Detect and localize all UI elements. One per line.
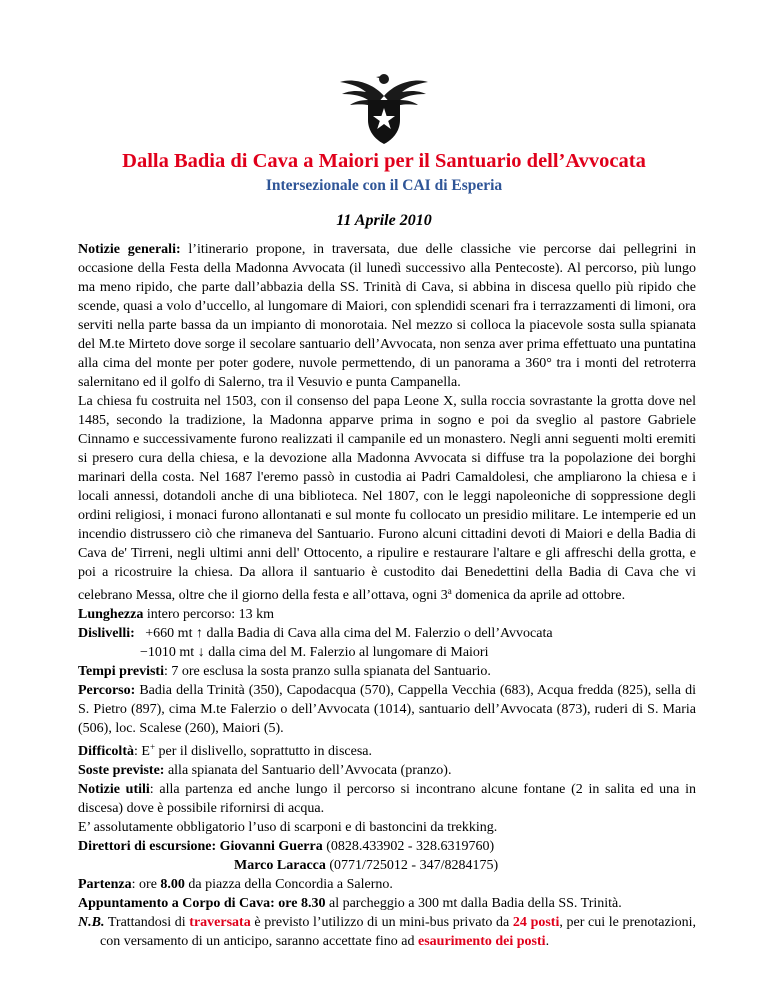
ordinal-superscript: a bbox=[447, 586, 452, 596]
page-subtitle: Intersezionale con il CAI di Esperia bbox=[265, 177, 503, 194]
length-value: intero percorso: 13 km bbox=[143, 607, 274, 622]
elevation-up-text: dalla Badia di Cava alla cima del M. Falerzio o dell’Avvocata bbox=[202, 626, 553, 641]
elevation-up-value: +660 mt bbox=[145, 626, 196, 641]
director-2-name: Marco Laracca bbox=[234, 858, 326, 873]
nb-seats: 24 posti bbox=[512, 915, 560, 930]
document-body bbox=[78, 240, 696, 951]
general-info-label: Notizie generali: bbox=[78, 242, 181, 257]
director-2-line bbox=[78, 856, 696, 875]
length-label: Lunghezza bbox=[78, 607, 144, 622]
elevation-up-line bbox=[78, 624, 696, 643]
difficulty-label: Difficoltà bbox=[78, 744, 134, 759]
nb-sold-out: esaurimento dei posti bbox=[418, 934, 546, 949]
nb-traversata: traversata bbox=[189, 915, 251, 930]
stops-label: Soste previste: bbox=[78, 763, 165, 778]
times-label: Tempi previsti bbox=[78, 664, 164, 679]
times-line bbox=[78, 662, 696, 681]
nb-paragraph bbox=[78, 913, 696, 951]
elevation-down-line bbox=[78, 643, 696, 662]
general-info-paragraph bbox=[78, 240, 696, 392]
nb-label: N.B. bbox=[78, 915, 105, 930]
page-title: Dalla Badia di Cava a Maiori per il Santuario dell’Avvocata bbox=[122, 150, 646, 172]
meeting-line bbox=[78, 894, 696, 913]
length-line bbox=[78, 605, 696, 624]
arrow-down-icon: ↓ bbox=[197, 645, 205, 660]
history-paragraph bbox=[78, 392, 696, 605]
history-text-end: domenica da aprile ad ottobre. bbox=[451, 588, 626, 603]
times-text: : 7 ore esclusa la sosta pranzo sulla spianata del Santuario. bbox=[163, 664, 491, 679]
departure-place: da piazza della Concordia a Salerno. bbox=[184, 877, 393, 892]
difficulty-text: per il dislivello, soprattutto in discesa. bbox=[155, 744, 372, 759]
nb-text-1: Trattandosi di bbox=[104, 915, 190, 930]
director-1-phone: (0828.433902 - 328.6319760) bbox=[322, 839, 495, 854]
difficulty-line bbox=[78, 738, 696, 761]
general-info-text: l’itinerario propone, in traversata, due delle classiche vie percorse dai pellegrini in occasione della Festa della Madonna Avvocata (il lunedì successivo alla Pentecoste). Al percorso, più lungo ma meno ripido, che parte dall’abbazia della SS. Trinità di Cava, si abbina in discesa quello più ripido che scende, quasi a volo d’uccello, al lungomare di Maiori, con splendidi scenari fra i terrazzamenti di limoni, ora serviti nella parte bassa da un impianto di monorotaia. Nel mezzo si colloca la piacevole sosta sulla spianata del M.te Mirteto dove sorge il secolare santuario dell’Avvocata, non senza aver prima effettuato una puntatina alla cima del monte per poter godere, nuvole permettendo, di un panorama a 360° tra i monti del retroterra salernitano ed il golfo di Salerno, tra il Vesuvio e punta Campanella. bbox=[78, 242, 696, 390]
nb-text-3: , per cui le prenotazioni, con versamento di un anticipo, saranno accettate fino ad bbox=[100, 915, 696, 949]
stops-text: alla spianata del Santuario dell’Avvocata (pranzo). bbox=[164, 763, 452, 778]
elevation-down-value: −1010 mt bbox=[140, 645, 198, 660]
difficulty-superscript: + bbox=[149, 742, 156, 752]
elevation-label: Dislivelli: bbox=[78, 626, 135, 641]
history-text: La chiesa fu costruita nel 1503, con il consenso del papa Leone X, sulla roccia sovrastante la grotta dove nel 1485, secondo la tradizione, la Madonna apparve prima in sogno e poi da sveglio al pastore Gabriele Cinnamo e successivamente furono realizzati il campanile ed un monastero. Negli anni seguenti molti eremiti si presero cura della chiesa, e la devozione alla Madonna Avvocata si diffuse tra la popolazione dei borghi marinari della costa. Nel 1687 l'eremo passò in custodia ai Padri Camaldolesi, che ampliarono la chiesa e i locali annessi, dotandoli anche di una biblioteca. Nel 1807, con le leggi napoleoniche di soppressione degli ordini religiosi, i monaci furono allontanati e sul monte fu collocato un presidio militare. Le intemperie ed un incendio distrussero ciò che rimaneva del Santuario. Furono alcuni cittadini devoti di Maiori e della Badia di Cava de' Tirreni, negli ultimi anni dell' Ottocento, a ripulire e restaurare l'altare e gli affreschi della grotta, e poi a ricostruire la chiesa. Da allora il santuario è custodito dai Benedettini della Badia di Cava che vi celebrano Messa, oltre che il giorno della festa e all’ottava, ogni 3 bbox=[78, 394, 696, 603]
nb-text-4: . bbox=[545, 934, 550, 949]
elevation-down-text: dalla cima del M. Falerzio al lungomare di Maiori bbox=[204, 645, 489, 660]
route-label: Percorso: bbox=[78, 683, 136, 698]
event-date: 11 Aprile 2010 bbox=[336, 212, 432, 229]
directors-label: Direttori di escursione: bbox=[78, 839, 220, 854]
meeting-label: Appuntamento a Corpo di Cava: ore 8.30 bbox=[78, 896, 326, 911]
cai-eagle-logo bbox=[338, 68, 430, 148]
departure-label: Partenza bbox=[78, 877, 132, 892]
mandatory-gear-line: E’ assolutamente obbligatorio l’uso di scarponi e di bastoncini da trekking. bbox=[78, 820, 498, 835]
meeting-text: al parcheggio a 300 mt dalla Badia della SS. Trinità. bbox=[325, 896, 622, 911]
arrow-up-icon: ↑ bbox=[195, 626, 203, 641]
departure-text: : ore bbox=[131, 877, 161, 892]
director-1-name: Giovanni Guerra bbox=[219, 839, 323, 854]
director-2-phone: (0771/725012 - 347/8284175) bbox=[325, 858, 499, 873]
departure-time: 8.00 bbox=[160, 877, 185, 892]
nb-text-2: è previsto l’utilizzo di un mini-bus privato da bbox=[250, 915, 513, 930]
difficulty-grade: : E bbox=[133, 744, 150, 759]
departure-line bbox=[78, 875, 696, 894]
useful-label: Notizie utili bbox=[78, 782, 150, 797]
director-1-line bbox=[78, 837, 696, 856]
route-text: Badia della Trinità (350), Capodacqua (570), Cappella Vecchia (683), Acqua fredda (825), sella di S. Pietro (897), cima M.te Falerzio o dell’Avvocata (1014), santuario dell’Avvocata (873), ruderi di S. Maria (506), loc. Scalese (260), Maiori (5). bbox=[78, 683, 696, 736]
useful-text: : alla partenza ed anche lungo il percorso si incontrano alcune fontane (2 in salita ed una in discesa) dove è possibile rifornirsi di acqua. bbox=[78, 782, 696, 816]
useful-paragraph bbox=[78, 780, 696, 818]
stops-line bbox=[78, 761, 696, 780]
route-paragraph bbox=[78, 681, 696, 738]
